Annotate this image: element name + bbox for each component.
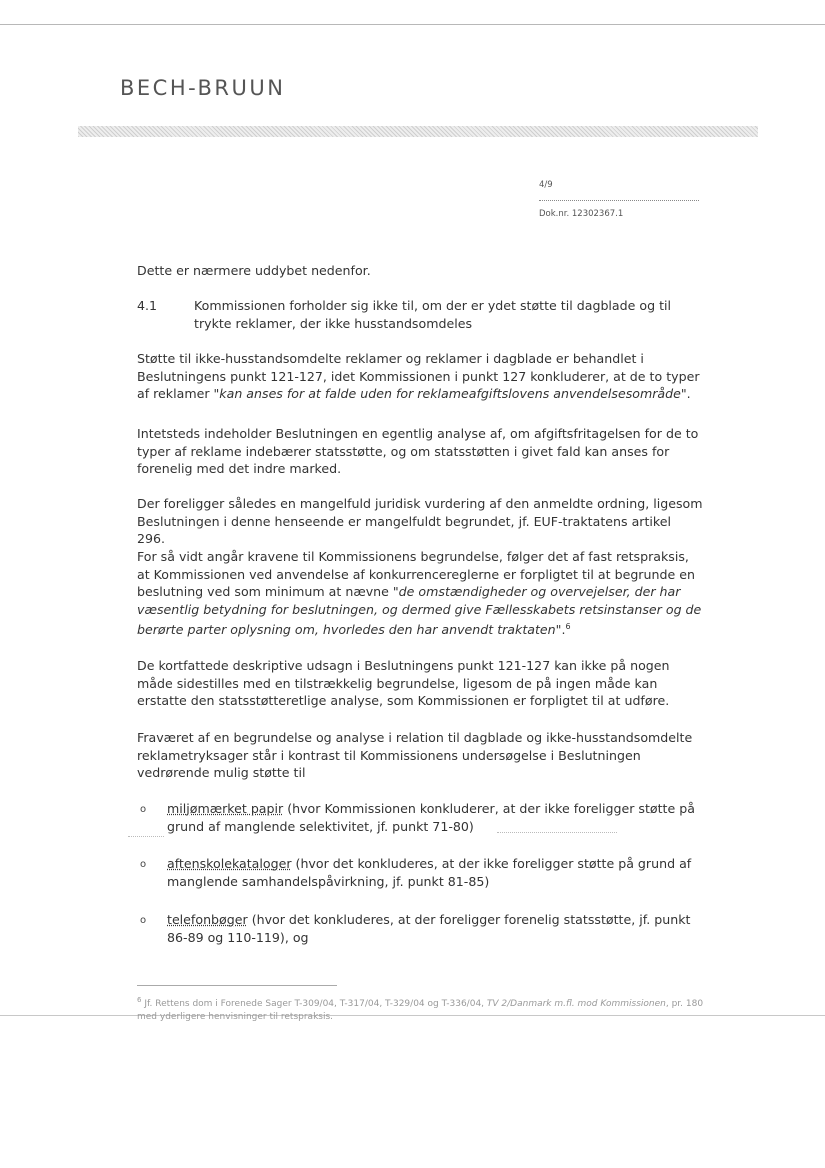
section-number: 4.1: [137, 298, 158, 313]
footnote-case-name: TV 2/Danmark m.fl. mod Kommissionen: [486, 999, 666, 1009]
paragraph-5: [137, 548, 703, 639]
section-title: Kommissionen forholder sig ikke til, om der er ydet støtte til dagblade og til trykte reklamer, der ikke husstandsomdeles: [194, 298, 672, 331]
list-item-text: (hvor det konkluderes, at der foreligger forenelig statsstøtte, jf. punkt 86-89 og 110-119), og: [167, 912, 691, 945]
paragraph-text: De kortfattede deskriptive udsagn i Beslutningens punkt 121-127 kan ikke på nogen måde sidestilles med en tilstrækkelig begrundelse, ligesom de på ingen måde kan erstatte den statsstøtteretlige analyse, som Kommissionen er forpligtet til at udføre.: [137, 658, 670, 708]
header-bar: [78, 126, 758, 137]
paragraph-2: [137, 350, 703, 403]
list-item: [167, 911, 703, 946]
quote-text: "de omstændigheder og overvejelser, der har væsentlig betydning for beslutningen, og dermed give Fællesskabets retsinstanser og de berørte parter oplysning om, hvorledes den har anvendt traktaten": [137, 584, 702, 638]
footnote: [137, 994, 707, 1024]
list-item-term: aftenskolekataloger: [167, 856, 292, 871]
footnote-divider: [137, 985, 337, 986]
scan-dots: [128, 836, 164, 837]
paragraph-text: Intetsteds indeholder Beslutningen en egentlig analyse af, om afgiftsfritagelsen for de to typer af reklame indebærer statsstøtte, og om statsstøtten i givet fald kan anses for forenelig med det indre marked.: [137, 426, 699, 476]
paragraph-4: [137, 495, 703, 548]
paragraph-3: [137, 425, 703, 478]
page-number: 4/9: [539, 180, 553, 190]
scan-dots: [497, 832, 617, 833]
paragraph-intro: [137, 262, 703, 280]
company-logo: BECH-BRUUN: [120, 76, 286, 100]
bullet-marker: o: [140, 804, 147, 815]
list-item: [167, 800, 703, 835]
punctuation: .: [561, 622, 566, 638]
footnote-marker: 6: [137, 996, 142, 1004]
list-item-term: telefonbøger: [167, 912, 248, 927]
paragraph-text: Støtte til ikke-husstandsomdelte reklamer og reklamer i dagblade er behandlet i Beslutningens punkt 121-127, idet Kommissionen i punkt 127 konkluderer, at de to typer af reklamer: [137, 351, 700, 401]
punctuation: .: [686, 386, 691, 401]
list-item-text: (hvor det konkluderes, at der ikke foreligger støtte på grund af manglende samhandelspåvirkning, jf. punkt 81-85): [167, 856, 692, 889]
quote-text: "kan anses for at falde uden for reklameafgiftslovens anvendelsesområde": [213, 386, 687, 401]
paragraph-6: [137, 657, 703, 710]
paragraph-7: [137, 729, 703, 782]
footnote-text: Jf. Rettens dom i Forenede Sager T-309/04, T-317/04, T-329/04 og T-336/04,: [141, 999, 487, 1009]
footnote-text-end: , pr. 180 med yderligere henvisninger til retspraksis.: [137, 999, 704, 1022]
list-item-text: (hvor Kommissionen konkluderer, at der ikke foreligger støtte på grund af manglende selektivitet, jf. punkt 71-80): [167, 801, 695, 834]
paragraph-text: Der foreligger således en mangelfuld juridisk vurdering af den anmeldte ordning, ligesom Beslutningen i denne henseende er mangelfuldt begrundet, jf. EUF-traktatens artikel 296.: [137, 496, 703, 546]
bullet-marker: o: [140, 915, 147, 926]
bullet-marker: o: [140, 859, 147, 870]
paragraph-text: Dette er nærmere uddybet nedenfor.: [137, 263, 371, 278]
paragraph-text: Fraværet af en begrundelse og analyse i relation til dagblade og ikke-husstandsomdelte reklametryksager står i kontrast til Kommissionens undersøgelse i Beslutningen vedrørende mulig støtte til: [137, 730, 693, 780]
footnote-ref: 6: [565, 622, 571, 631]
document-number: Dok.nr. 12302367.1: [539, 209, 624, 219]
paragraph-text: For så vidt angår kravene til Kommissionens begrundelse, følger det af fast retspraksis, at Kommissionen ved anvendelse af konkurrencereglerne er forpligtet til at begrunde en beslutning ved som minimum at nævne: [137, 549, 695, 599]
list-item: [167, 855, 703, 890]
scan-line-top: [0, 24, 825, 25]
meta-divider: [539, 200, 699, 201]
list-item-term: miljømærket papir: [167, 801, 284, 816]
